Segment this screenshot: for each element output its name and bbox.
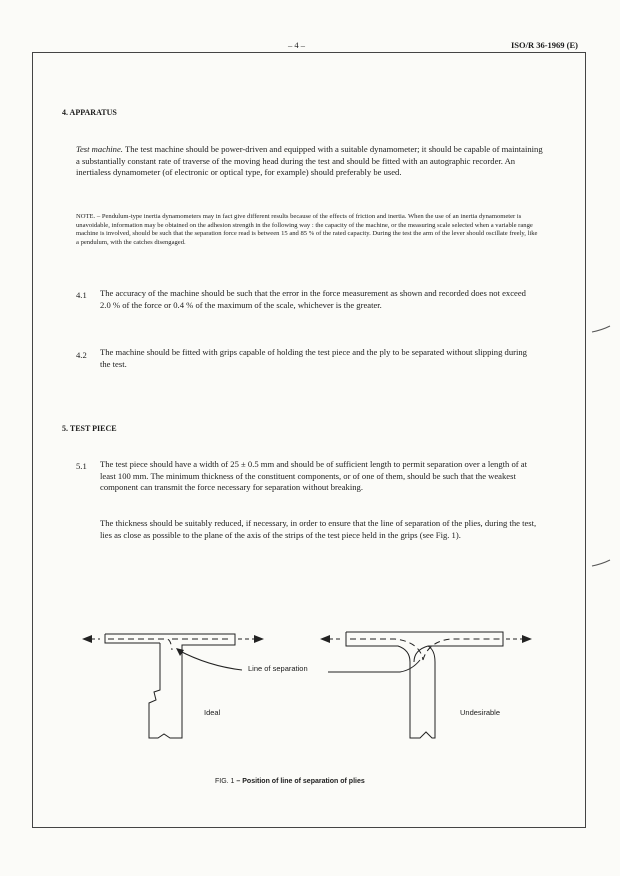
undesirable-test-piece <box>322 632 530 738</box>
arrowhead-left-ideal <box>82 635 92 643</box>
ideal-label: Ideal <box>204 708 221 717</box>
section-4-heading: 4. APPARATUS <box>62 108 117 117</box>
clause-5-1-number: 5.1 <box>76 461 87 471</box>
document-reference: ISO/R 36-1969 (E) <box>510 40 578 50</box>
test-machine-term: Test machine. <box>76 144 123 154</box>
figure-caption-text: – Position of line of separation of plies <box>236 778 365 785</box>
pendulum-note: NOTE. – Pendulum-type inertia dynamometers may in fact give different results because of the effects of friction and inertia. When the use of an inertia dynamometer is unavoidable, information may be obtained on the adhesion strength in the following way : the capacity of the machine, or the measuring scale selected when a variable range machine is involved, should be such that the separation force read is between 15 and 85 % of the rated capacity. During the test the arm of the lever should oscillate freely, like a pendulum, with the catches disengaged. <box>76 213 538 246</box>
arrowhead-right-undesirable <box>522 635 532 643</box>
clause-4-1-number: 4.1 <box>76 290 87 300</box>
ideal-test-piece <box>84 634 262 738</box>
page-number: – 4 – <box>288 40 305 50</box>
section-5-heading: 5. TEST PIECE <box>62 424 117 433</box>
clause-5-1-text: The test piece should have a width of 25 ± 0.5 mm and should be of sufficient length to permit separation over a length of at least 100 mm. The minimum thickness of the constituent components, or of one of them, should be such that the weakest component can transmit the force necessary for separation without breaking. <box>100 459 527 493</box>
figure-caption <box>215 778 365 785</box>
arrowhead-left-undesirable <box>320 635 330 643</box>
figure-caption-prefix: FIG. 1 <box>215 778 235 785</box>
line-of-separation-label: Line of separation <box>248 664 308 673</box>
clause-4-2-number: 4.2 <box>76 350 87 360</box>
clause-5-1-text-2: The thickness should be suitably reduced, if necessary, in order to ensure that the line of separation of the plies, during the test, lies as close as possible to the plane of the axis of the strips of the test piece held in the grips (see Fig. 1). <box>100 518 537 540</box>
clause-4-2-text: The machine should be fitted with grips capable of holding the test piece and the ply to be separated without slipping during the test. <box>100 347 527 369</box>
undesirable-label: Undesirable <box>460 708 501 717</box>
test-machine-text: The test machine should be power-driven and equipped with a suitable dynamometer; it should be capable of maintaining a substantially constant rate of traverse of the moving head during the test and should be fitted with an autographic recorder. An inertialess dynamometer (of electronic or optical type, for example) should preferably be used. <box>76 144 543 178</box>
arrowhead-right-ideal <box>254 635 264 643</box>
margin-marks <box>590 320 620 580</box>
clause-4-1-text: The accuracy of the machine should be such that the error in the force measurement as shown and recorded does not exceed 2.0 % of the force or 0.4 % of the maximum of the scale, whichever is the greater. <box>100 288 526 310</box>
